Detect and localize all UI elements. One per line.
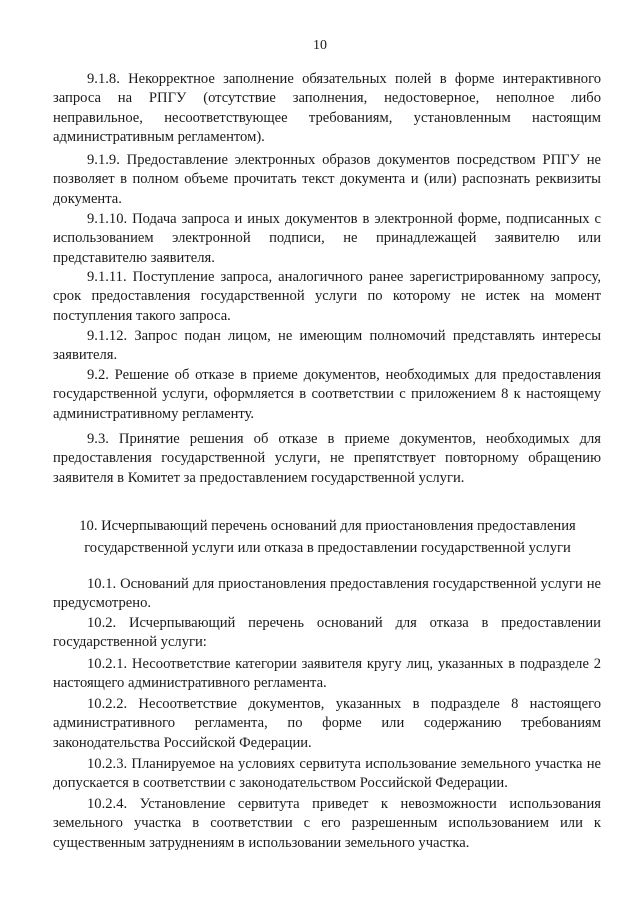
- section-heading-line1: 10. Исчерпывающий перечень оснований для приостановления предоставления: [79, 518, 576, 534]
- paragraph-9-1-9: 9.1.9. Предоставление электронных образов документов посредством РПГУ не позволяет в полном объеме прочитать текст документа и (или) распознать реквизиты документа.: [53, 152, 601, 207]
- paragraph-9-1-11: 9.1.11. Поступление запроса, аналогичного ранее зарегистрированному запросу, срок предоставления государственной услуги по которому не истек на момент поступления такого запроса.: [53, 269, 601, 324]
- paragraph-10-1: 10.1. Оснований для приостановления предоставления государственной услуги не предусмотрено.: [53, 576, 601, 612]
- paragraph-10-2-4: 10.2.4. Установление сервитута приведет к невозможности использования земельного участка в соответствии с его разрешенным использованием или к существенным затруднениям в использовании земельного участка.: [53, 796, 601, 851]
- paragraph-9-3: 9.3. Принятие решения об отказе в приеме документов, необходимых для предоставления государственной услуги, не препятствует повторному обращению заявителя в Комитет за предоставлением государственной услуги.: [53, 431, 601, 486]
- paragraph-10-2: 10.2. Исчерпывающий перечень оснований для отказа в предоставлении государственной услуги:: [53, 615, 601, 651]
- paragraph-9-1-8: 9.1.8. Некорректное заполнение обязательных полей в форме интерактивного запроса на РПГУ (отсутствие заполнения, недостоверное, неполное либо неправильное, несоответствующее требованиям, установленным настоящим административным регламентом).: [53, 71, 601, 146]
- paragraph-9-2: 9.2. Решение об отказе в приеме документов, необходимых для предоставления государственной услуги, оформляется в соответствии с приложением 8 к настоящему административному регламенту.: [53, 367, 601, 422]
- paragraph-9-1-12: 9.1.12. Запрос подан лицом, не имеющим полномочий представлять интересы заявителя.: [53, 328, 601, 364]
- page-number: 10: [313, 38, 327, 53]
- paragraph-10-2-3: 10.2.3. Планируемое на условиях сервитута использование земельного участка не допускается в соответствии с законодательством Российской Федерации.: [53, 756, 601, 792]
- paragraph-10-2-1: 10.2.1. Несоответствие категории заявителя кругу лиц, указанных в подразделе 2 настоящего административного регламента.: [53, 656, 601, 692]
- paragraph-9-1-10: 9.1.10. Подача запроса и иных документов в электронной форме, подписанных с использованием электронной подписи, не принадлежащей заявителю или представителю заявителя.: [53, 211, 601, 266]
- paragraph-10-2-2: 10.2.2. Несоответствие документов, указанных в подразделе 8 настоящего административного регламента, по форме или содержанию требованиям законодательства Российской Федерации.: [53, 696, 601, 751]
- section-heading-line2: государственной услуги или отказа в предоставлении государственной услуги: [84, 540, 571, 556]
- section-heading: [60, 515, 595, 559]
